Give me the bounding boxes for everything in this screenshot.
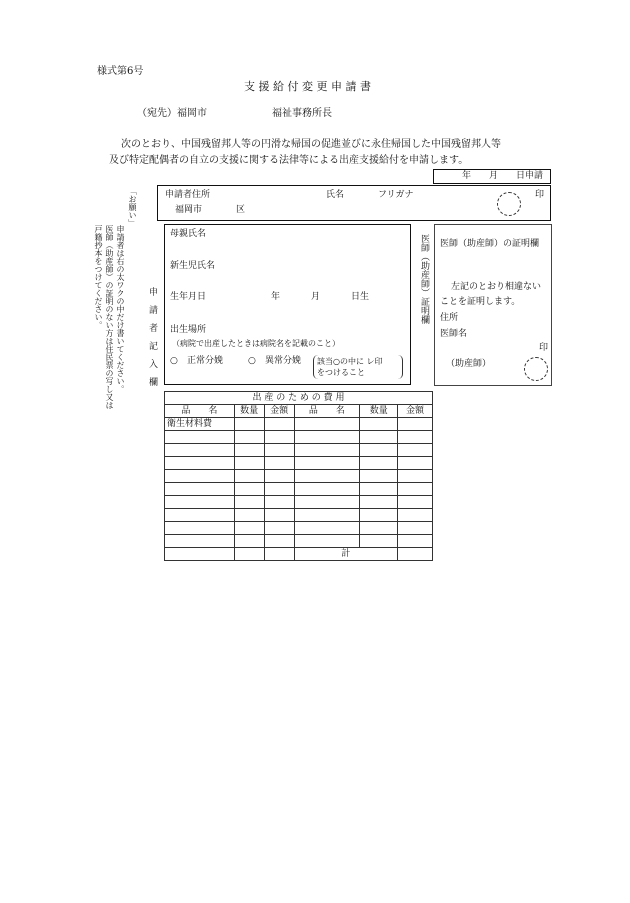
table-cell[interactable] (294, 509, 360, 522)
intro-line-2: 及び特定配偶者の自立の支援に関する法律等による出産支援給付を申請します。 (109, 155, 469, 166)
table-cell[interactable] (165, 535, 235, 548)
applicant-seal-label: 印 (535, 190, 545, 200)
table-cell[interactable] (234, 470, 264, 483)
application-date-box (433, 169, 551, 184)
table-cell[interactable] (398, 483, 433, 496)
form-number: 様式第6号 (97, 66, 144, 77)
table-cell[interactable] (398, 444, 433, 457)
table-cell[interactable] (398, 509, 433, 522)
cost-table-header-row (165, 405, 433, 418)
table-cell[interactable] (264, 457, 294, 470)
birth-place-label: 出生場所 (170, 325, 207, 335)
header-item-name-2: 品 名 (294, 405, 360, 418)
table-row (165, 509, 433, 522)
applicant-city: 福岡市 (175, 205, 203, 215)
normal-delivery-checkbox[interactable]: ○ (170, 356, 178, 366)
applicant-seal-circle (497, 192, 521, 216)
normal-delivery-label: 正常分娩 (187, 356, 224, 366)
table-cell[interactable] (360, 444, 398, 457)
total-row (165, 548, 433, 561)
table-cell[interactable] (234, 418, 264, 431)
table-cell[interactable] (264, 509, 294, 522)
check-note-line-1: 該当○の中に レ印 (317, 357, 383, 366)
table-cell[interactable] (165, 522, 235, 535)
table-cell[interactable] (360, 496, 398, 509)
abnormal-delivery-checkbox[interactable]: ○ (248, 356, 256, 366)
table-row (165, 535, 433, 548)
applicant-section-label: 申 請 者 記 入 欄 (147, 287, 157, 386)
applicant-box (157, 185, 551, 221)
table-cell[interactable] (234, 496, 264, 509)
doctor-address-label: 住所 (440, 313, 459, 323)
table-cell[interactable] (360, 483, 398, 496)
doctor-heading: 医師（助産師）の証明欄 (440, 239, 540, 249)
table-cell[interactable] (398, 535, 433, 548)
addressee-office: 福祉事務所長 (272, 108, 332, 119)
doctor-seal-label: 印 (539, 343, 549, 353)
doctor-name-label: 医師名 (440, 329, 468, 339)
applicant-ward: 区 (236, 205, 246, 215)
header-amount-2: 金額 (398, 405, 433, 418)
dob-year: 年 (271, 292, 281, 302)
table-cell[interactable] (264, 535, 294, 548)
header-amount-1: 金額 (264, 405, 294, 418)
table-cell[interactable] (165, 509, 235, 522)
doctor-section-label: 医師（助産師）証明欄 (419, 234, 429, 324)
furigana-label: フリガナ (378, 190, 414, 200)
table-cell[interactable] (294, 444, 360, 457)
dob-month: 月 (311, 292, 321, 302)
table-cell[interactable] (165, 444, 235, 457)
mother-name-label: 母親氏名 (170, 229, 207, 239)
midwife-label: （助産師） (446, 359, 492, 369)
table-cell[interactable] (264, 444, 294, 457)
table-cell[interactable] (165, 470, 235, 483)
table-cell[interactable] (165, 496, 235, 509)
table-cell[interactable] (398, 431, 433, 444)
table-cell[interactable] (398, 457, 433, 470)
doctor-certification-box (434, 224, 552, 386)
note-heading: 「お願い」 (128, 187, 137, 227)
table-cell[interactable] (360, 509, 398, 522)
table-cell[interactable] (165, 457, 235, 470)
table-row (165, 470, 433, 483)
birth-info-box (164, 224, 411, 385)
dob-day: 日生 (351, 292, 370, 302)
intro-line-1: 次のとおり、中国残留邦人等の円滑な帰国の促進並びに永住帰国した中国残留邦人等 (121, 139, 501, 150)
birth-place-note: （病院で出産したときは病院名を記載のこと） (172, 339, 340, 348)
first-item-name: 衛生材料費 (165, 418, 235, 431)
total-amount-cell[interactable] (398, 548, 433, 561)
addressee-prefix: （宛先）福岡市 (137, 108, 207, 119)
table-row (165, 522, 433, 535)
total-label: 計 (294, 548, 398, 561)
table-cell[interactable] (234, 509, 264, 522)
newborn-name-label: 新生児氏名 (170, 261, 216, 271)
table-cell[interactable] (264, 483, 294, 496)
doctor-seal-circle (524, 357, 548, 381)
doctor-cert-line-1: 左記のとおり相違ない (451, 282, 542, 292)
doctor-cert-line-2: ことを証明します。 (440, 297, 521, 307)
table-cell[interactable] (360, 431, 398, 444)
table-cell[interactable] (234, 431, 264, 444)
table-row (165, 418, 433, 431)
table-cell[interactable] (165, 483, 235, 496)
check-note-line-2: をつけること (317, 368, 365, 377)
table-cell[interactable] (234, 444, 264, 457)
header-quantity-2: 数量 (360, 405, 398, 418)
table-cell[interactable] (264, 418, 294, 431)
applicant-name-label: 氏名 (326, 190, 345, 200)
table-cell[interactable] (360, 418, 398, 431)
table-cell[interactable] (294, 431, 360, 444)
cost-table (164, 391, 433, 561)
note-line-1: 申請者は右の太ワクの中だけ書いてください。 (116, 225, 125, 393)
table-cell[interactable] (165, 548, 235, 561)
table-cell[interactable] (234, 457, 264, 470)
table-cell[interactable] (234, 548, 264, 561)
dob-label: 生年月日 (170, 292, 207, 302)
table-cell[interactable] (264, 548, 294, 561)
header-item-name-1: 品 名 (165, 405, 235, 418)
table-cell[interactable] (264, 496, 294, 509)
table-cell[interactable] (294, 457, 360, 470)
table-cell[interactable] (264, 470, 294, 483)
table-cell[interactable] (264, 522, 294, 535)
table-cell[interactable] (264, 431, 294, 444)
table-cell[interactable] (398, 418, 433, 431)
table-cell[interactable] (234, 483, 264, 496)
application-date[interactable]: 年 月 日申請 (462, 171, 544, 181)
abnormal-delivery-label: 異常分娩 (265, 356, 302, 366)
table-row (165, 431, 433, 444)
note-line-3: 戸籍抄本をつけてください。 (94, 225, 103, 329)
table-cell[interactable] (294, 470, 360, 483)
table-row (165, 496, 433, 509)
table-cell[interactable] (360, 522, 398, 535)
table-cell[interactable] (294, 418, 360, 431)
table-cell[interactable] (360, 457, 398, 470)
cost-table-title: 出 産 の た め の 費 用 (165, 392, 433, 405)
table-cell[interactable] (294, 496, 360, 509)
header-quantity-1: 数量 (234, 405, 264, 418)
table-cell[interactable] (360, 535, 398, 548)
table-row (165, 483, 433, 496)
applicant-address-label: 申請者住所 (165, 190, 211, 200)
table-cell[interactable] (398, 496, 433, 509)
table-cell[interactable] (165, 431, 235, 444)
note-line-2: 医師（助産師）の証明のない方は住民票の写し又は (105, 225, 114, 409)
form-title: 支 援 給 付 変 更 申 請 書 (244, 80, 371, 93)
table-cell[interactable] (294, 522, 360, 535)
table-row (165, 444, 433, 457)
table-cell[interactable] (294, 483, 360, 496)
table-cell[interactable] (234, 535, 264, 548)
table-cell[interactable] (234, 522, 264, 535)
table-cell[interactable] (294, 535, 360, 548)
table-cell[interactable] (398, 470, 433, 483)
table-cell[interactable] (360, 470, 398, 483)
table-row (165, 457, 433, 470)
table-cell[interactable] (398, 522, 433, 535)
